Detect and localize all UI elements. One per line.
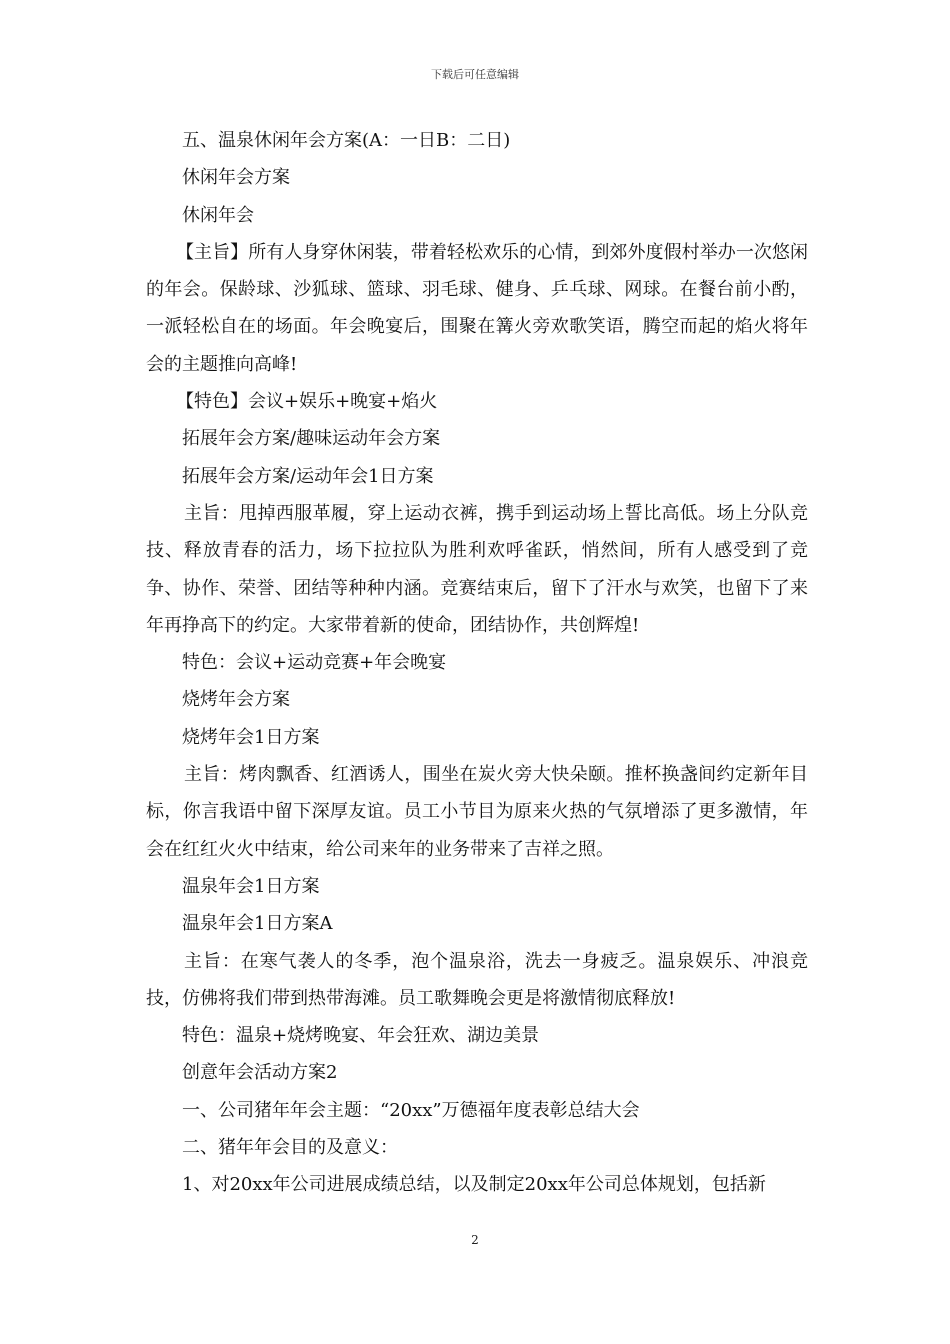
body-paragraph: 【特色】会议+娱乐+晚宴+焰火 bbox=[176, 391, 438, 413]
document-body bbox=[146, 122, 808, 1204]
section-heading: 一、公司猪年年会主题：“20xx”万德福年度表彰总结大会 bbox=[182, 1099, 640, 1121]
body-paragraph: 1、对20xx年公司进展成绩总结，以及制定20xx年公司总体规划，包括新 bbox=[182, 1174, 766, 1196]
body-paragraph: 特色：会议+运动竞赛+年会晚宴 bbox=[182, 652, 447, 674]
page-header: 下载后可任意编辑 bbox=[431, 68, 519, 81]
subheading: 温泉年会1日方案A bbox=[182, 913, 333, 935]
subheading: 温泉年会1日方案 bbox=[182, 875, 320, 897]
subheading: 创意年会活动方案2 bbox=[182, 1062, 338, 1084]
body-paragraph: 主旨：烤肉飘香、红酒诱人，围坐在炭火旁大快朵颐。推杯换盏间约定新年目标，你言我语中留下深厚友谊。员工小节目为原来火热的气氛增添了更多激情，年会在红红火火中结束，给公司来年的业务带来了吉祥之照。 bbox=[146, 764, 808, 860]
subheading: 休闲年会 bbox=[182, 204, 254, 226]
page-number: 2 bbox=[471, 1233, 479, 1247]
section-heading: 五、温泉休闲年会方案(A：一日B：二日) bbox=[182, 130, 511, 151]
subheading: 拓展年会方案/运动年会1日方案 bbox=[182, 465, 434, 487]
section-heading: 二、猪年年会目的及意义： bbox=[182, 1137, 398, 1159]
subheading: 烧烤年会方案 bbox=[182, 689, 290, 711]
subheading: 拓展年会方案/趣味运动年会方案 bbox=[182, 428, 441, 450]
subheading: 烧烤年会1日方案 bbox=[182, 726, 320, 748]
subheading: 休闲年会方案 bbox=[182, 167, 290, 189]
body-paragraph: 主旨：在寒气袭人的冬季，泡个温泉浴，洗去一身疲乏。温泉娱乐、冲浪竞技，仿佛将我们带到热带海滩。员工歌舞晚会更是将激情彻底释放! bbox=[146, 950, 808, 1009]
body-paragraph: 特色：温泉+烧烤晚宴、年会狂欢、湖边美景 bbox=[182, 1025, 540, 1047]
body-paragraph: 【主旨】所有人身穿休闲装，带着轻松欢乐的心情，到郊外度假村举办一次悠闲的年会。保龄球、沙狐球、篮球、羽毛球、健身、乒乓球、网球。在餐台前小酌，一派轻松自在的场面。年会晚宴后，围聚在篝火旁欢歌笑语，腾空而起的焰火将年会的主题推向高峰! bbox=[146, 241, 808, 375]
body-paragraph: 主旨：甩掉西服革履，穿上运动衣裤，携手到运动场上誓比高低。场上分队竞技、释放青春的活力，场下拉拉队为胜利欢呼雀跃，悄然间，所有人感受到了竞争、协作、荣誉、团结等种种内涵。竞赛结束后，留下了汗水与欢笑，也留下了来年再挣高下的约定。大家带着新的使命，团结协作，共创辉煌! bbox=[146, 502, 808, 636]
